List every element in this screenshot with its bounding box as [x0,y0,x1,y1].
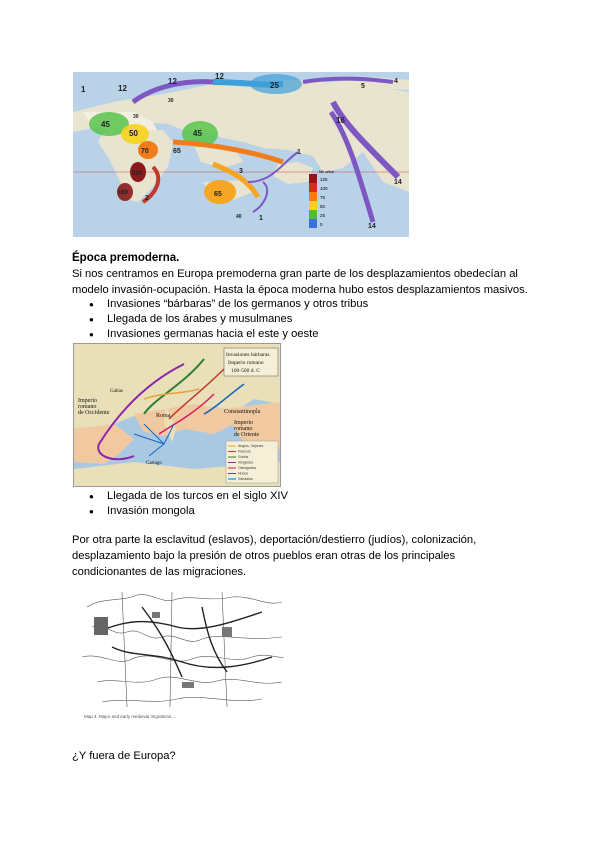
path-label: 12 [118,84,127,93]
body-paragraph [72,532,532,580]
europe-migrations-map [82,587,284,721]
europe-migrations-map-svg [82,587,284,713]
path-label: 200 [132,171,143,177]
legend-value: 75 [320,195,326,200]
section-heading: Época premoderna. [72,252,180,264]
legend-value: 100 [320,186,328,191]
legend-item: Ostrogodos [238,466,257,470]
legend-title: Mil años [319,169,334,174]
legend-item: Anglos, Sajones [238,444,264,448]
label-west: Imperio [78,398,97,404]
list-item: ● Invasión mongola [72,504,288,519]
legend-item: Hunos [238,471,249,476]
legend-swatch [309,183,317,192]
label-west: de Occidente [78,410,110,416]
path-label: 1 [259,215,263,222]
question-line: ¿Y fuera de Europa? [72,750,176,762]
legend-item: Visigodos [238,460,254,465]
legend-value: 50 [320,204,326,209]
path-label: 25 [270,81,279,90]
para-line: desplazamiento bajo la presión de otros pueblos eran otras de los principales [72,550,456,562]
path-label: 30 [133,114,139,120]
label-constantinople: Constantinopla [224,409,261,415]
label-east: Imperio [234,420,253,426]
intro-line: modelo invasión-ocupación. Hasta la época moderna hubo estos desplazamientos masivos. [72,284,528,296]
para-line: Por otra parte la esclavitud (eslavos), deportación/destierro (judíos), colonización, [72,534,477,546]
path-label: 50 [129,129,138,138]
list-item: ● Invasiones “bárbaras” de los germanos y otros tribus [72,297,368,312]
path-label: 45 [101,120,110,129]
bullet-list-2 [72,489,288,519]
intro-paragraph [72,266,532,298]
label-east: de Oriente [234,432,260,438]
path-label: 12 [215,72,224,81]
roman-invasions-map-svg [74,344,280,486]
map-caption: Map 4. Major and early medieval migrations ... [84,714,177,719]
map-title-line: Invasiones bárbaras [226,352,270,358]
path-label: 65 [173,148,181,155]
legend-value: 25 [320,213,326,218]
path-label: 5 [361,83,365,90]
list-item: ● Llegada de los turcos en el siglo XIV [72,489,288,504]
legend-swatch [309,192,317,201]
legend-value: 125 [320,177,328,182]
path-label: 2 [145,195,149,202]
path-label: 14 [368,223,376,230]
intro-line: Si nos centramos en Europa premoderna gran parte de los desplazamientos obedecían al [72,268,518,280]
list-item: ● Llegada de los árabes y musulmanes [72,312,368,327]
map-title-line: Imperio romano [228,360,264,366]
path-label: 14 [394,179,402,186]
path-label: 1 [81,85,86,94]
path-label: 45 [193,129,202,138]
path-label: 65 [214,191,222,198]
legend-value: 0 [320,222,323,227]
legend-item: Godos [238,455,249,459]
path-label: 30 [168,98,174,104]
para-line: condicionantes de las migraciones. [72,566,247,578]
path-label: 70 [141,148,149,155]
label-west: romano [78,404,97,410]
legend-item: Vándalos [238,477,253,481]
map-title-line: 100-500 d. C [231,368,260,374]
legend-swatch [309,201,317,210]
path-label: 1 [297,149,301,156]
path-label: 3 [239,168,243,175]
legend-swatch [309,210,317,219]
bullet-list-1 [72,297,368,342]
label-galias: Galias [110,389,123,394]
label-east: romano [234,426,253,432]
legend-swatch [309,219,317,228]
legend-item: Francos [238,449,251,454]
list-item: ● Invasiones germanas hacia el este y oeste [72,327,368,342]
path-label: 40 [236,214,242,220]
roman-invasions-map [73,343,281,487]
path-label: 4 [394,78,398,85]
path-label: 12 [168,77,177,86]
label-carthage: Cartago [146,461,162,466]
world-migration-map [73,72,409,237]
path-label: 160 [118,190,129,196]
world-migration-map-svg [73,72,409,237]
path-label: 16 [336,116,345,125]
label-rome: Roma [156,413,171,419]
legend-swatch [309,174,317,183]
